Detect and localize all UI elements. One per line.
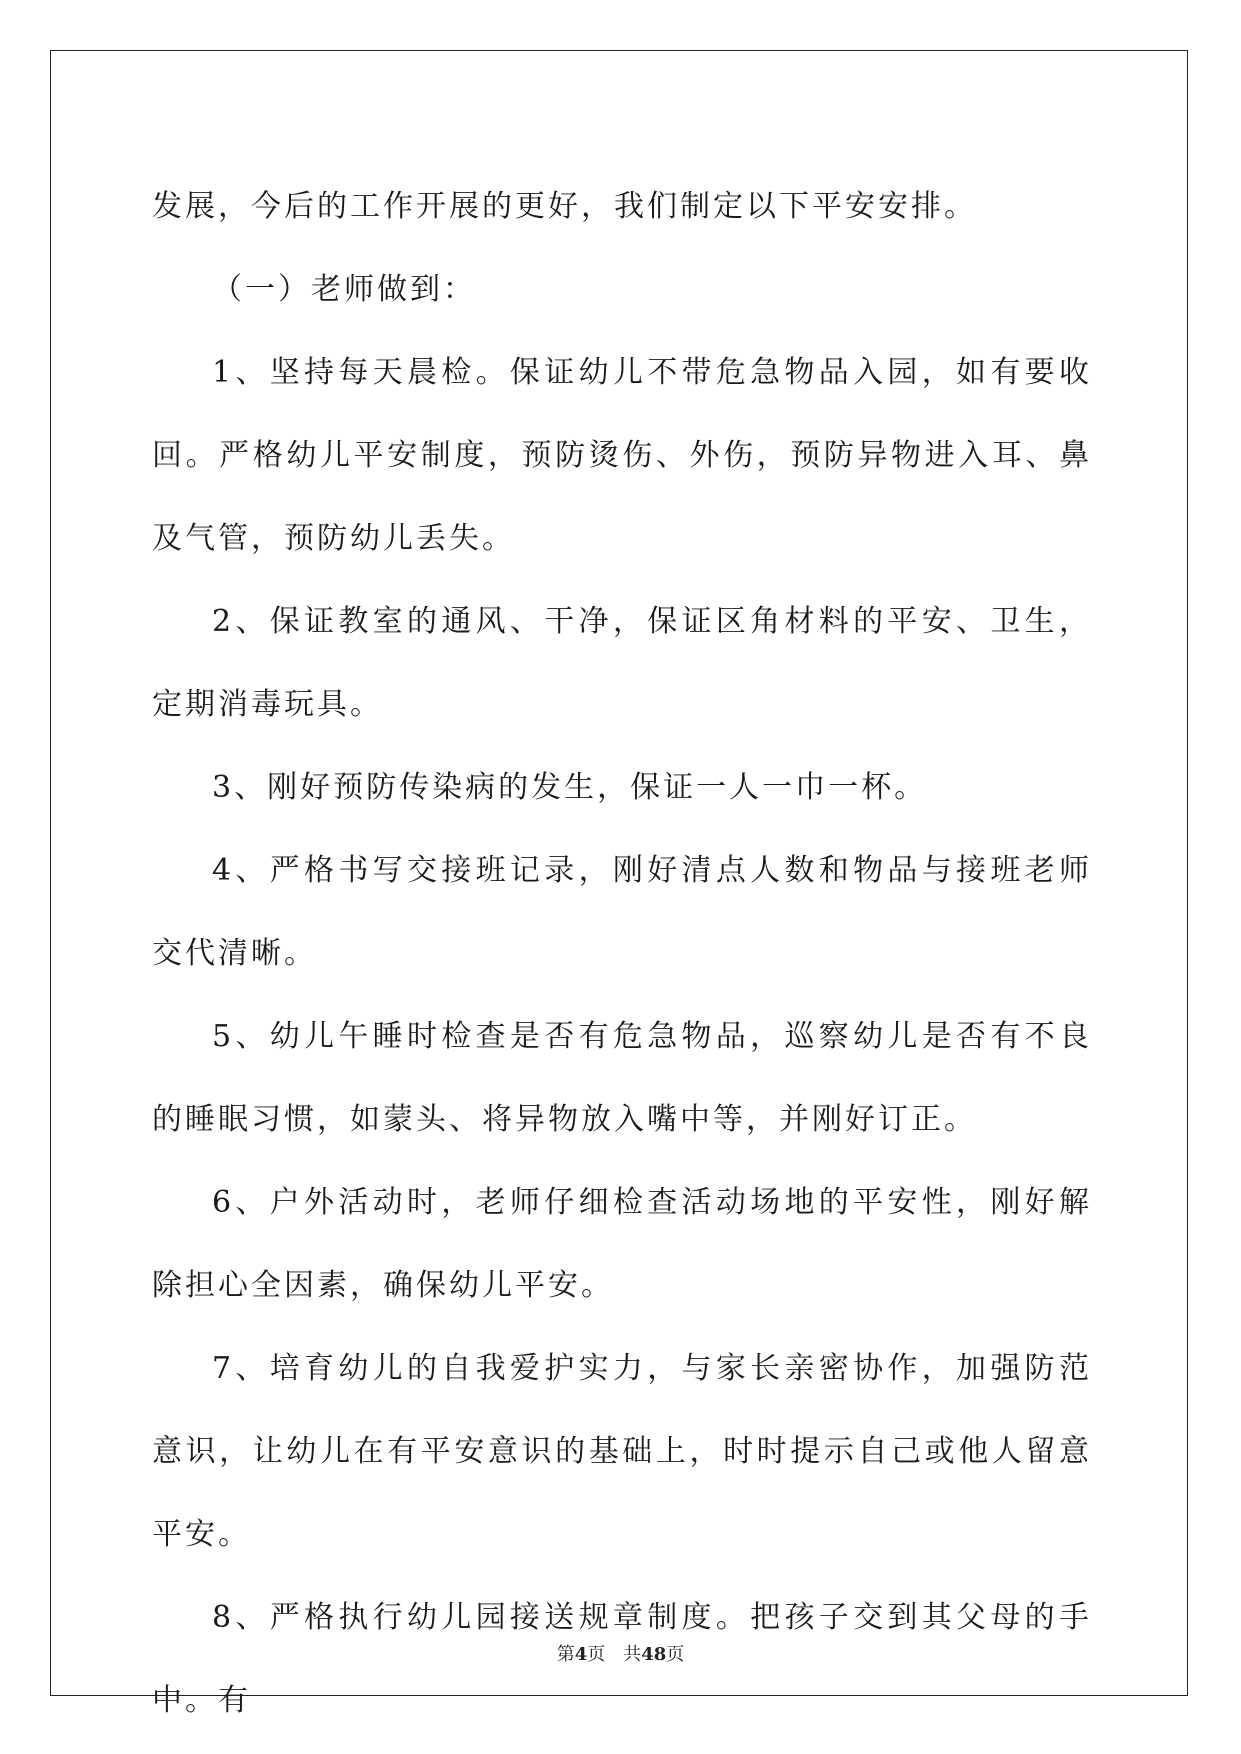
page-number: 4 bbox=[574, 1644, 588, 1665]
paragraph-4: 2、保证教室的通风、干净，保证区角材料的平安、卫生，定期消毒玩具。 bbox=[152, 604, 1092, 722]
paragraph-2: （一）老师做到： bbox=[212, 272, 476, 307]
paragraph-3: 1、坚持每天晨检。保证幼儿不带危急物品入园，如有要收回。严格幼儿平安制度，预防烫伤、外伤，预防异物进入耳、鼻及气管，预防幼儿丢失。 bbox=[152, 355, 1092, 556]
paragraph-5: 3、刚好预防传染病的发生，保证一人一巾一杯。 bbox=[212, 770, 928, 805]
page-footer bbox=[0, 1640, 1241, 1666]
footer-prefix: 第 bbox=[556, 1644, 575, 1665]
paragraph-8: 6、户外活动时，老师仔细检查活动场地的平安性，刚好解除担心全因素，确保幼儿平安。 bbox=[152, 1185, 1092, 1303]
total-pages: 48 bbox=[641, 1644, 667, 1665]
paragraph-9: 7、培育幼儿的自我爱护实力，与家长亲密协作，加强防范意识，让幼儿在有平安意识的基础上，时时提示自己或他人留意平安。 bbox=[152, 1351, 1092, 1552]
document-body bbox=[152, 165, 1092, 1742]
paragraph-10: 8、严格执行幼儿园接送规章制度。把孩子交到其父母的手中。有 bbox=[152, 1600, 1092, 1718]
paragraph-6: 4、严格书写交接班记录，刚好清点人数和物品与接班老师交代清晰。 bbox=[152, 853, 1092, 971]
paragraph-1: 发展，今后的工作开展的更好，我们制定以下平安安排。 bbox=[152, 189, 977, 224]
footer-suffix: 页 bbox=[666, 1644, 685, 1665]
footer-mid: 页 共 bbox=[587, 1644, 642, 1665]
paragraph-7: 5、幼儿午睡时检查是否有危急物品，巡察幼儿是否有不良的睡眠习惯，如蒙头、将异物放入嘴中等，并刚好订正。 bbox=[152, 1019, 1092, 1137]
